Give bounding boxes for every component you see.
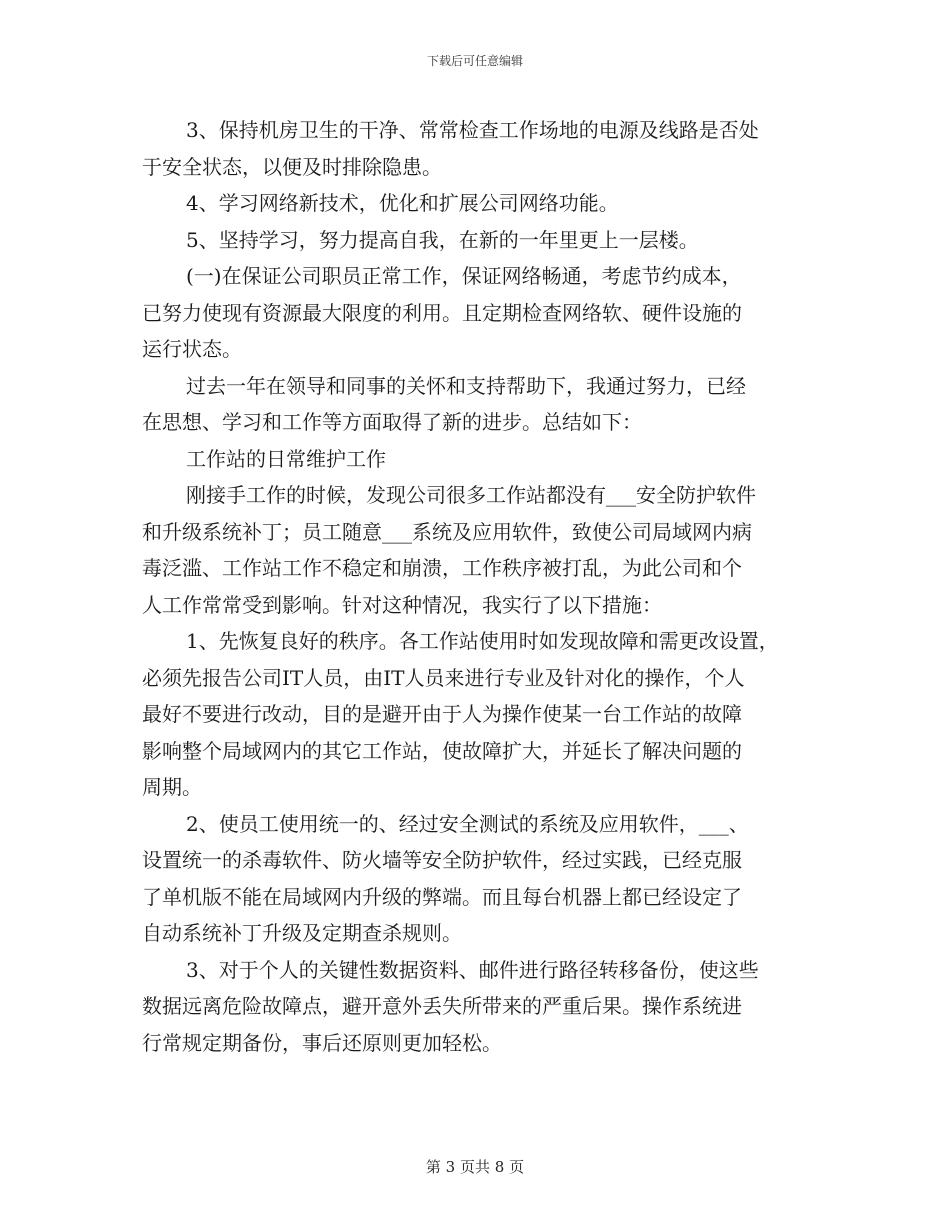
text-line: 已努力使现有资源最大限度的利用。且定期检查网络软、硬件设施的 [142, 300, 742, 325]
text-line: 4、学习网络新技术，优化和扩展公司网络功能。 [186, 191, 619, 215]
text-line: 人工作常常受到影响。针对这种情况，我实行了以下措施： [142, 592, 662, 617]
paragraph [142, 477, 822, 623]
paragraph [142, 441, 822, 478]
text-line: 3、对于个人的关键性数据资料、邮件进行路径转移备份，使这些 [186, 957, 759, 982]
text-line: 和升级系统补丁；员工随意___系统及应用软件，致使公司局域网内病 [142, 519, 752, 544]
paragraph [142, 952, 822, 1062]
text-line: 5、坚持学习，努力提高自我，在新的一年里更上一层楼。 [186, 227, 699, 252]
paragraph [142, 806, 822, 952]
text-line: 毒泛滥、工作站工作不稳定和崩溃，工作秩序被打乱，为此公司和个 [142, 556, 742, 580]
text-line: 了单机版不能在局域网内升级的弊端。而且每台机器上都已经设定了 [142, 884, 742, 909]
text-line: 自动系统补丁升级及定期查杀规则。 [142, 921, 462, 945]
text-line: 工作站的日常维护工作 [186, 446, 386, 471]
text-line: 数据远离危险故障点，避开意外丢失所带来的严重后果。操作系统进 [142, 994, 742, 1018]
page-footer: 第 3 页共 8 页 [425, 1158, 525, 1176]
text-line: 必须先报告公司IT人员，由IT人员来进行专业及针对化的操作，个人 [142, 665, 745, 690]
paragraph [142, 623, 822, 806]
text-line: 过去一年在领导和同事的关怀和支持帮助下，我通过努力，已经 [186, 373, 746, 398]
text-line: 3、保持机房卫生的干净、常常检查工作场地的电源及线路是否处 [186, 118, 759, 142]
paragraph [142, 258, 822, 368]
text-line: 设置统一的杀毒软件、防火墙等安全防护软件，经过实践，已经克服 [142, 848, 742, 872]
text-line: 于安全状态，以便及时排除隐患。 [142, 154, 442, 179]
text-line: 运行状态。 [142, 337, 242, 361]
paragraph [142, 185, 822, 222]
text-line: 1、先恢复良好的秩序。各工作站使用时如发现故障和需更改设置， [186, 629, 779, 653]
text-line: 影响整个局域网内的其它工作站，使故障扩大，并延长了解决问题的 [142, 738, 742, 763]
paragraph [142, 112, 822, 185]
document-body [142, 112, 822, 1061]
text-line: 最好不要进行改动，目的是避开由于人为操作使某一台工作站的故障 [142, 702, 742, 726]
paragraph [142, 368, 822, 441]
text-line: (一)在保证公司职员正常工作，保证网络畅通，考虑节约成本， [186, 264, 742, 288]
text-line: 2、使员工使用统一的、经过安全测试的系统及应用软件，___、 [186, 811, 749, 836]
text-line: 在思想、学习和工作等方面取得了新的进步。总结如下： [142, 410, 642, 434]
text-line: 刚接手工作的时候，发现公司很多工作站都没有___安全防护软件 [186, 483, 756, 507]
text-line: 周期。 [142, 775, 202, 799]
text-line: 行常规定期备份，事后还原则更加轻松。 [142, 1030, 502, 1055]
paragraph [142, 222, 822, 259]
page-header: 下载后可任意编辑 [426, 54, 523, 68]
